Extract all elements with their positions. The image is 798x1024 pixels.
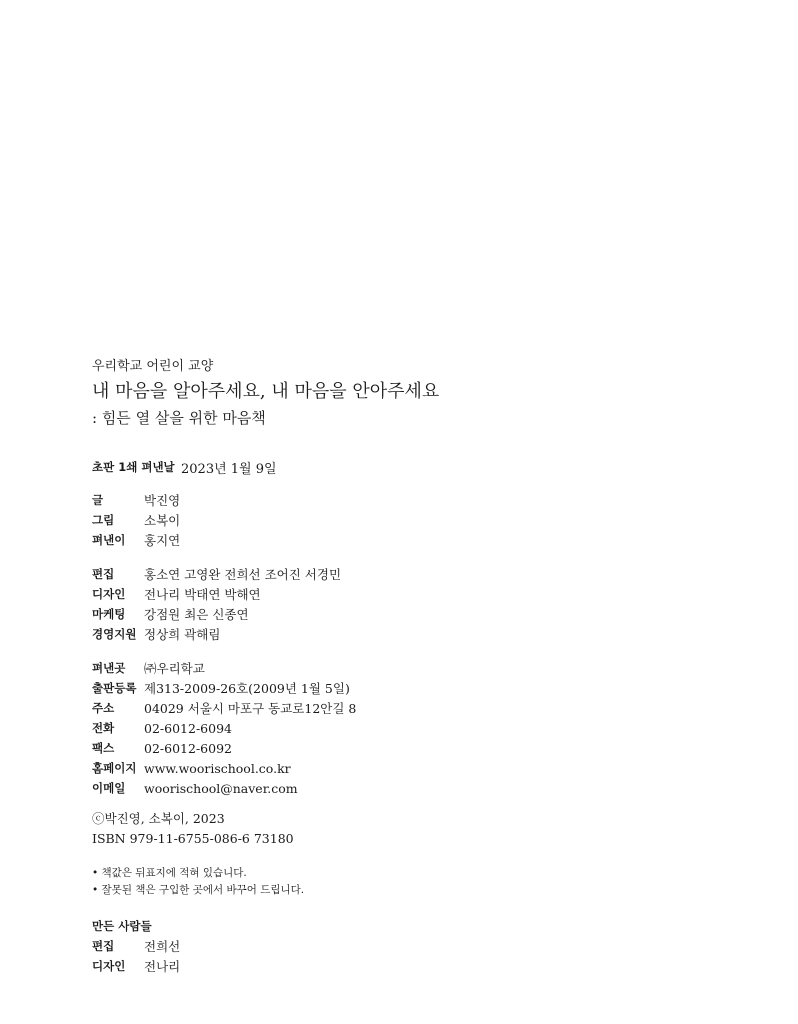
publisher-label: 출판등록	[92, 681, 137, 695]
publisher-label: 이메일	[92, 781, 126, 795]
publisher-label: 전화	[92, 721, 115, 735]
staff-label: 디자인	[92, 587, 126, 601]
makers-value: 전나리	[144, 959, 181, 974]
staff-row-management	[92, 624, 752, 644]
publisher-label: 홈페이지	[92, 761, 137, 775]
staff-value: 홍소연 고영완 전희선 조어진 서경민	[144, 567, 342, 582]
makers-label: 디자인	[92, 959, 126, 973]
publisher-row-email	[92, 778, 752, 798]
publisher-label: 펴낸곳	[92, 661, 126, 675]
publisher-value: ㈜우리학교	[144, 661, 205, 676]
publisher-value: 04029 서울시 마포구 동교로12안길 8	[144, 701, 357, 716]
note-exchange: • 잘못된 책은 구입한 곳에서 바꾸어 드립니다.	[92, 884, 305, 896]
staff-value: 전나리 박태연 박해연	[144, 587, 261, 602]
credit-label: 글	[92, 493, 104, 507]
credit-row-illustrator	[92, 510, 752, 530]
publisher-value: 02-6012-6092	[144, 740, 232, 756]
makers-row-editing	[92, 936, 752, 956]
staff-label: 마케팅	[92, 607, 126, 621]
staff-label: 경영지원	[92, 627, 137, 641]
publisher-row-registration	[92, 678, 752, 698]
isbn-line: ISBN 979-11-6755-086-6 73180	[92, 830, 294, 846]
notes-block	[92, 864, 752, 898]
staff-value: 정상희 곽해림	[144, 627, 221, 642]
publisher-group	[92, 658, 752, 798]
publisher-label: 팩스	[92, 741, 115, 755]
publisher-row-address	[92, 698, 752, 718]
staff-row-design	[92, 584, 752, 604]
staff-row-editing	[92, 564, 752, 584]
credits-group	[92, 490, 752, 550]
makers-block	[92, 916, 752, 976]
staff-label: 편집	[92, 567, 115, 581]
staff-row-marketing	[92, 604, 752, 624]
credit-label: 그림	[92, 513, 115, 527]
publisher-value: 02-6012-6094	[144, 720, 232, 736]
book-title: 내 마음을 알아주세요, 내 마음을 안아주세요	[92, 381, 440, 402]
book-subtitle: : 힘든 열 살을 위한 마음책	[92, 409, 266, 427]
credit-value: 소복이	[144, 513, 181, 528]
colophon	[92, 358, 752, 976]
credit-value: 홍지연	[144, 533, 181, 548]
credit-label: 펴낸이	[92, 533, 126, 547]
makers-value: 전희선	[144, 939, 181, 954]
makers-label: 편집	[92, 939, 115, 953]
publisher-row-company	[92, 658, 752, 678]
edition-value: 2023년 1월 9일	[181, 461, 277, 477]
publisher-label: 주소	[92, 701, 115, 715]
email-link[interactable]: woorischool@naver.com	[144, 780, 298, 796]
edition-label: 초판 1쇄 펴낸날	[92, 460, 175, 474]
makers-heading: 만든 사람들	[92, 919, 152, 933]
homepage-link[interactable]: www.woorischool.co.kr	[144, 760, 291, 776]
series-name: 우리학교 어린이 교양	[92, 359, 214, 374]
publisher-row-phone	[92, 718, 752, 738]
publisher-row-fax	[92, 738, 752, 758]
credit-row-publisher-person	[92, 530, 752, 550]
publisher-value: 제313-2009-26호(2009년 1월 5일)	[144, 681, 350, 696]
publisher-row-homepage	[92, 758, 752, 778]
staff-value: 강점원 최은 신종연	[144, 607, 249, 622]
makers-row-design	[92, 956, 752, 976]
first-edition-date	[92, 457, 752, 477]
credit-value: 박진영	[144, 493, 181, 508]
copyright-line: ⓒ박진영, 소복이, 2023	[92, 811, 225, 826]
note-price: • 책값은 뒤표지에 적혀 있습니다.	[92, 867, 247, 879]
staff-group	[92, 564, 752, 644]
copyright-block	[92, 808, 752, 848]
credit-row-author	[92, 490, 752, 510]
